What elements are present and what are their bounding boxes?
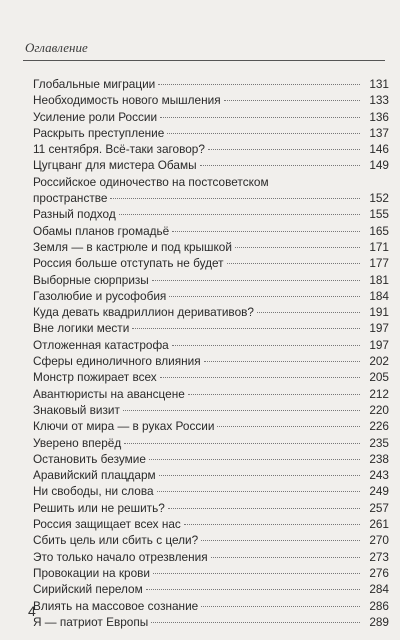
toc-entry (33, 565, 389, 581)
toc-entry-title: Сбить цель или сбить с цели? (33, 533, 199, 548)
toc-entry-title: Это только начало отрезвления (33, 549, 208, 564)
toc-entry (33, 581, 389, 597)
dot-leader (167, 133, 360, 134)
toc-entry-title: Усиление роли России (33, 109, 158, 124)
dot-leader (132, 328, 360, 329)
toc-entry (33, 386, 389, 402)
toc-entry (33, 92, 389, 108)
toc-entry-title: 11 сентября. Всё-таки заговор? (33, 142, 205, 157)
toc-entry (33, 125, 389, 141)
toc-entry-page: 149 (369, 158, 389, 173)
toc-entry-page: 184 (369, 288, 389, 303)
toc-entry (33, 483, 389, 499)
dot-leader (168, 508, 360, 509)
dot-leader (217, 426, 360, 427)
dot-leader (158, 84, 360, 85)
toc-entry-page: 197 (369, 321, 389, 336)
toc-entry (33, 239, 389, 255)
dot-leader (119, 214, 360, 215)
toc-entry (33, 353, 389, 369)
toc-entry-page: 270 (369, 533, 389, 548)
toc-entry-page: 152 (369, 191, 389, 206)
toc-entry-page: 212 (369, 386, 389, 401)
dot-leader (200, 165, 360, 166)
toc-entry-title: Авантюристы на авансцене (33, 386, 185, 401)
dot-leader (224, 100, 360, 101)
running-header: Оглавление (25, 40, 88, 55)
toc-entry-page: 131 (369, 77, 389, 91)
dot-leader (160, 117, 360, 118)
toc-entry-title: Разный подход (33, 207, 116, 222)
toc-entry (33, 369, 389, 385)
toc-entry (33, 174, 389, 207)
dot-leader (110, 198, 360, 199)
dot-leader (204, 361, 360, 362)
dot-leader (124, 443, 360, 444)
toc-entry-title: Раскрыть преступление (33, 125, 165, 140)
toc-entry (33, 304, 389, 320)
dot-leader (169, 296, 360, 297)
toc-entry (33, 288, 389, 304)
toc-entry-page: 286 (369, 598, 389, 613)
header-rule (23, 60, 385, 61)
toc-entry-title: Земля — в кастрюле и под крышкой (33, 239, 232, 254)
toc-entry-page: 205 (369, 370, 389, 385)
dot-leader (201, 606, 360, 607)
toc-entry-title: Решить или не решить? (33, 500, 165, 515)
toc-entry-page: 181 (369, 272, 389, 287)
toc-entry-page: 177 (369, 256, 389, 271)
toc-entry-title: Россия защищает всех нас (33, 517, 181, 532)
toc-entry-page: 146 (369, 142, 389, 157)
dot-leader (123, 410, 360, 411)
toc-entry-title: Аравийский плацдарм (33, 468, 156, 483)
toc-entry-title: Монстр пожирает всех (33, 370, 157, 385)
toc-entry-page: 137 (369, 125, 389, 140)
dot-leader (153, 573, 360, 574)
toc-entry (33, 435, 389, 451)
dot-leader (211, 557, 360, 558)
toc-entry (33, 141, 389, 157)
toc-entry-title: Куда девать квадриллион деривативов? (33, 305, 254, 320)
dot-leader (149, 459, 360, 460)
toc-entry-title: Вне логики мести (33, 321, 130, 336)
toc-entry-title: Уверено вперёд (33, 435, 122, 450)
toc-entry-page: 202 (369, 354, 389, 369)
toc-entry (33, 451, 389, 467)
toc-entry-page: 220 (369, 402, 389, 417)
dot-leader (160, 377, 360, 378)
dot-leader (208, 149, 360, 150)
toc-entry (33, 272, 389, 288)
toc-entry (33, 157, 389, 173)
toc-entry-title: Сферы единоличного влияния (33, 354, 201, 369)
dot-leader (172, 345, 360, 346)
toc-entry (33, 532, 389, 548)
dot-leader (159, 475, 360, 476)
dot-leader (151, 622, 360, 623)
toc-entry (33, 402, 389, 418)
toc-entry-title: Россия больше отступать не будет (33, 256, 224, 271)
toc-entry-title: Сирийский перелом (33, 582, 143, 597)
toc-entry (33, 500, 389, 516)
toc-entry-page: 261 (369, 517, 389, 532)
toc-entry (33, 549, 389, 565)
toc-entry-title: Провокации на крови (33, 565, 150, 580)
toc-entry-page: 191 (369, 305, 389, 320)
toc-entry (33, 109, 389, 125)
toc-entry-page: 155 (369, 207, 389, 222)
toc-entry-page: 197 (369, 337, 389, 352)
dot-leader (157, 491, 360, 492)
toc-entry (33, 337, 389, 353)
toc-entry (33, 76, 389, 92)
toc-entry-title: Остановить безумие (33, 451, 146, 466)
toc-entry-page: 273 (369, 549, 389, 564)
toc-entry-title: Необходимость нового мышления (33, 93, 221, 108)
toc-entry (33, 516, 389, 532)
toc-entry-title: Российское одиночество на постсоветском (33, 174, 269, 189)
toc-entry (33, 598, 389, 614)
toc-entry-title: Я — патриот Европы (33, 614, 149, 629)
toc-entry-page: 171 (369, 239, 389, 254)
toc-entry (33, 206, 389, 222)
toc-entry (33, 320, 389, 336)
toc-entry-title: Выборные сюрпризы (33, 272, 149, 287)
toc-entry-page: 238 (369, 451, 389, 466)
dot-leader (146, 589, 360, 590)
toc-entry-page: 257 (369, 500, 389, 515)
toc-entry-title: Цугцванг для мистера Обамы (33, 158, 197, 173)
toc-entry-page: 226 (369, 419, 389, 434)
toc-entry-page: 165 (369, 223, 389, 238)
dot-leader (201, 540, 360, 541)
page-number: 4 (28, 603, 36, 619)
toc-entry-page: 289 (369, 614, 389, 629)
table-of-contents (33, 76, 389, 630)
toc-entry-page: 235 (369, 435, 389, 450)
dot-leader (184, 524, 360, 525)
toc-entry (33, 223, 389, 239)
toc-entry-page: 243 (369, 468, 389, 483)
toc-entry-title: Глобальные миграции (33, 77, 156, 91)
toc-entry-title: Влиять на массовое сознание (33, 598, 199, 613)
toc-entry (33, 614, 389, 630)
toc-entry (33, 418, 389, 434)
toc-entry-title: Знаковый визит (33, 402, 120, 417)
toc-entry-page: 276 (369, 565, 389, 580)
toc-entry-title: Газолюбие и русофобия (33, 288, 167, 303)
toc-entry (33, 255, 389, 271)
toc-entry (33, 467, 389, 483)
dot-leader (235, 247, 360, 248)
toc-entry-title-continued: пространстве (33, 191, 108, 206)
dot-leader (227, 263, 360, 264)
dot-leader (257, 312, 360, 313)
toc-entry-title: Обамы планов громадьё (33, 223, 170, 238)
toc-entry-title: Ключи от мира — в руках России (33, 419, 215, 434)
toc-entry-page: 284 (369, 582, 389, 597)
dot-leader (152, 280, 360, 281)
toc-entry-page: 249 (369, 484, 389, 499)
dot-leader (188, 394, 360, 395)
toc-entry-page: 133 (369, 93, 389, 108)
toc-entry-title: Ни свободы, ни слова (33, 484, 154, 499)
toc-entry-title: Отложенная катастрофа (33, 337, 169, 352)
toc-entry-page: 136 (369, 109, 389, 124)
dot-leader (172, 231, 360, 232)
